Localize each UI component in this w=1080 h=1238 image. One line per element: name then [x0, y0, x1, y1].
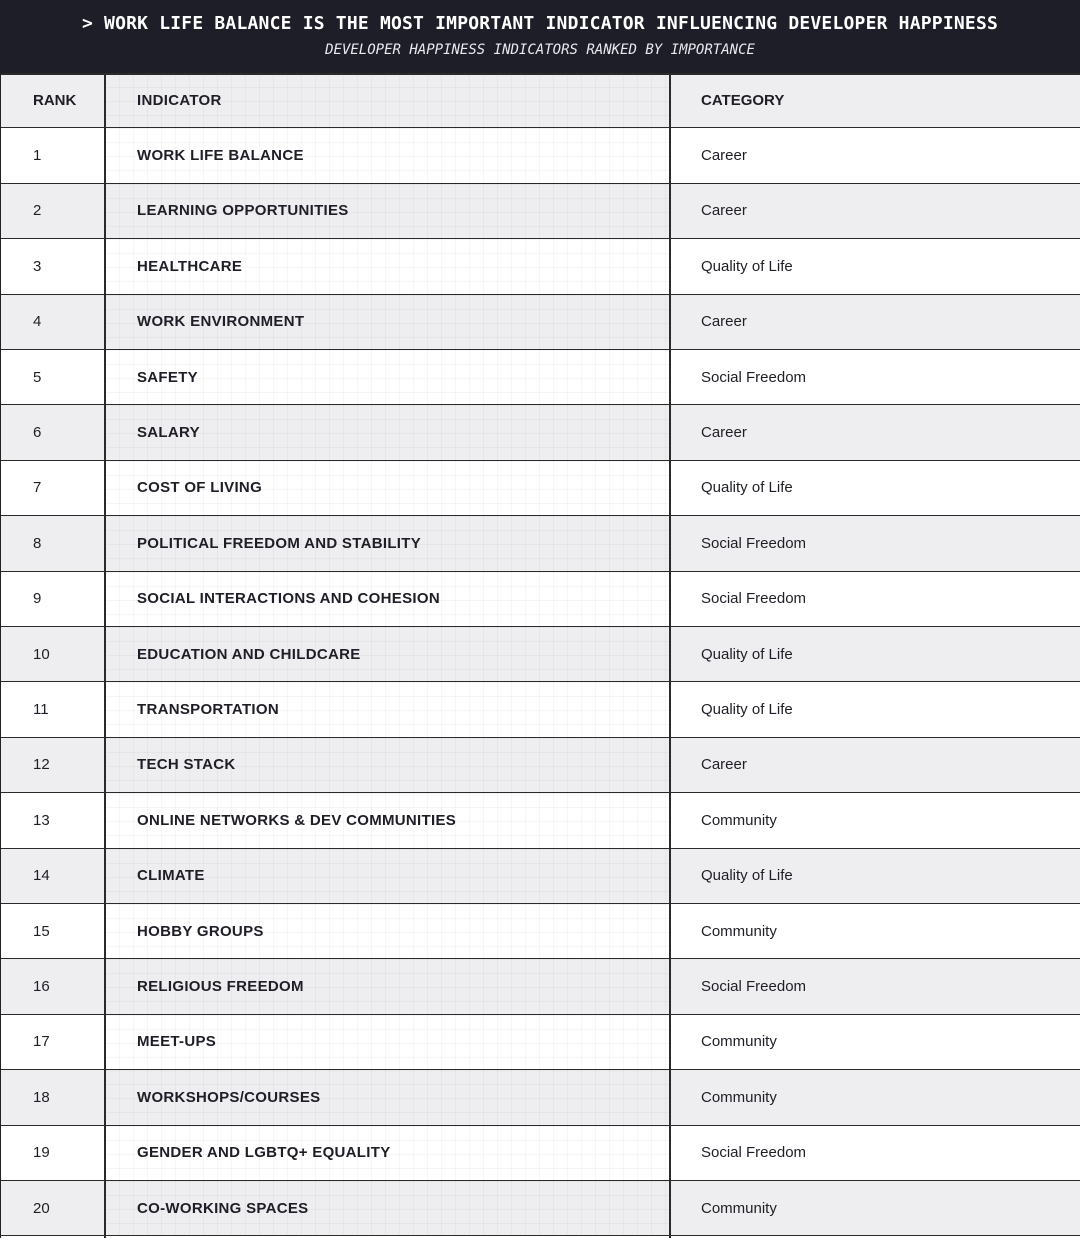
ranking-table	[0, 73, 1080, 1238]
table-row	[1, 461, 1080, 516]
rank-cell: 2	[33, 202, 42, 220]
table-header-row	[1, 73, 1080, 128]
indicator-cell: MEET-UPS	[105, 1015, 670, 1069]
category-cell: Social Freedom	[701, 590, 807, 608]
header-banner	[0, 0, 1080, 73]
table-row	[1, 904, 1080, 959]
indicator-cell: SAFETY	[105, 350, 670, 404]
category-cell: Career	[701, 147, 747, 165]
category-cell: Career	[701, 313, 747, 331]
category-cell: Social Freedom	[701, 534, 807, 552]
category-cell: Community	[701, 811, 777, 829]
category-cell: Community	[701, 1199, 777, 1217]
indicator-cell: RELIGIOUS FREEDOM	[105, 959, 670, 1013]
indicator-cell: CO-WORKING SPACES	[105, 1181, 670, 1235]
table-row	[1, 128, 1080, 183]
table-row	[1, 1070, 1080, 1125]
category-cell: Quality of Life	[701, 479, 793, 497]
category-cell: Social Freedom	[701, 978, 807, 996]
indicator-cell: WORK LIFE BALANCE	[105, 128, 670, 182]
category-cell: Community	[701, 1088, 777, 1106]
table-row	[1, 849, 1080, 904]
page-title: > WORK LIFE BALANCE IS THE MOST IMPORTANT INDICATOR INFLUENCING DEVELOPER HAPPINESS	[81, 13, 999, 34]
category-cell: Community	[701, 922, 777, 940]
table-row	[1, 516, 1080, 571]
indicator-cell: HOBBY GROUPS	[105, 904, 670, 958]
table-row	[1, 1015, 1080, 1070]
rank-cell: 5	[33, 368, 42, 386]
page-subtitle: DEVELOPER HAPPINESS INDICATORS RANKED BY IMPORTANCE	[325, 42, 755, 58]
category-cell: Career	[701, 202, 747, 220]
column-header-rank: RANK	[33, 91, 77, 109]
rank-cell: 4	[33, 313, 42, 331]
table-row	[1, 184, 1080, 239]
indicator-cell: ONLINE NETWORKS & DEV COMMUNITIES	[105, 793, 670, 847]
indicator-cell: CLIMATE	[105, 849, 670, 903]
rank-cell: 14	[33, 867, 50, 885]
indicator-cell: TRANSPORTATION	[105, 682, 670, 736]
column-header-category: CATEGORY	[701, 91, 785, 109]
rank-cell: 18	[33, 1088, 50, 1106]
indicator-cell: HEALTHCARE	[105, 239, 670, 293]
category-cell: Social Freedom	[701, 368, 807, 386]
indicator-cell: EDUCATION AND CHILDCARE	[105, 627, 670, 681]
table-row	[1, 1181, 1080, 1236]
category-cell: Quality of Life	[701, 257, 793, 275]
indicator-cell: WORK ENVIRONMENT	[105, 295, 670, 349]
category-cell: Quality of Life	[701, 701, 793, 719]
indicator-cell: TECH STACK	[105, 738, 670, 792]
table-row	[1, 295, 1080, 350]
indicator-cell: COST OF LIVING	[105, 461, 670, 515]
category-cell: Quality of Life	[701, 645, 793, 663]
indicator-cell: GENDER AND LGBTQ+ EQUALITY	[105, 1126, 670, 1180]
rank-cell: 15	[33, 922, 50, 940]
table-row	[1, 405, 1080, 460]
table-row	[1, 1126, 1080, 1181]
table-row	[1, 738, 1080, 793]
category-cell: Quality of Life	[701, 867, 793, 885]
indicator-cell: LEARNING OPPORTUNITIES	[105, 184, 670, 238]
indicator-cell: WORKSHOPS/COURSES	[105, 1070, 670, 1124]
table-top-border	[1, 73, 1080, 75]
rank-cell: 1	[33, 147, 42, 165]
column-header-indicator: INDICATOR	[105, 73, 670, 127]
column-divider	[104, 73, 106, 1238]
table-row	[1, 959, 1080, 1014]
rank-cell: 17	[33, 1033, 50, 1051]
table-row	[1, 793, 1080, 848]
table-row	[1, 350, 1080, 405]
category-cell: Career	[701, 756, 747, 774]
rank-cell: 20	[33, 1199, 50, 1217]
table-row	[1, 239, 1080, 294]
indicator-cell: SALARY	[105, 405, 670, 459]
rank-cell: 9	[33, 590, 42, 608]
category-cell: Social Freedom	[701, 1144, 807, 1162]
rank-cell: 3	[33, 257, 42, 275]
table-row	[1, 572, 1080, 627]
rank-cell: 13	[33, 811, 50, 829]
rank-cell: 16	[33, 978, 50, 996]
rank-cell: 7	[33, 479, 42, 497]
rank-cell: 11	[33, 701, 49, 719]
indicator-cell: POLITICAL FREEDOM AND STABILITY	[105, 516, 670, 570]
category-cell: Career	[701, 424, 747, 442]
rank-cell: 12	[33, 756, 50, 774]
rank-cell: 10	[33, 645, 50, 663]
table-row	[1, 627, 1080, 682]
column-divider	[669, 73, 671, 1238]
category-cell: Community	[701, 1033, 777, 1051]
rank-cell: 19	[33, 1144, 50, 1162]
rank-cell: 8	[33, 534, 42, 552]
rank-cell: 6	[33, 424, 42, 442]
table-row	[1, 682, 1080, 737]
indicator-cell: SOCIAL INTERACTIONS AND COHESION	[105, 572, 670, 626]
